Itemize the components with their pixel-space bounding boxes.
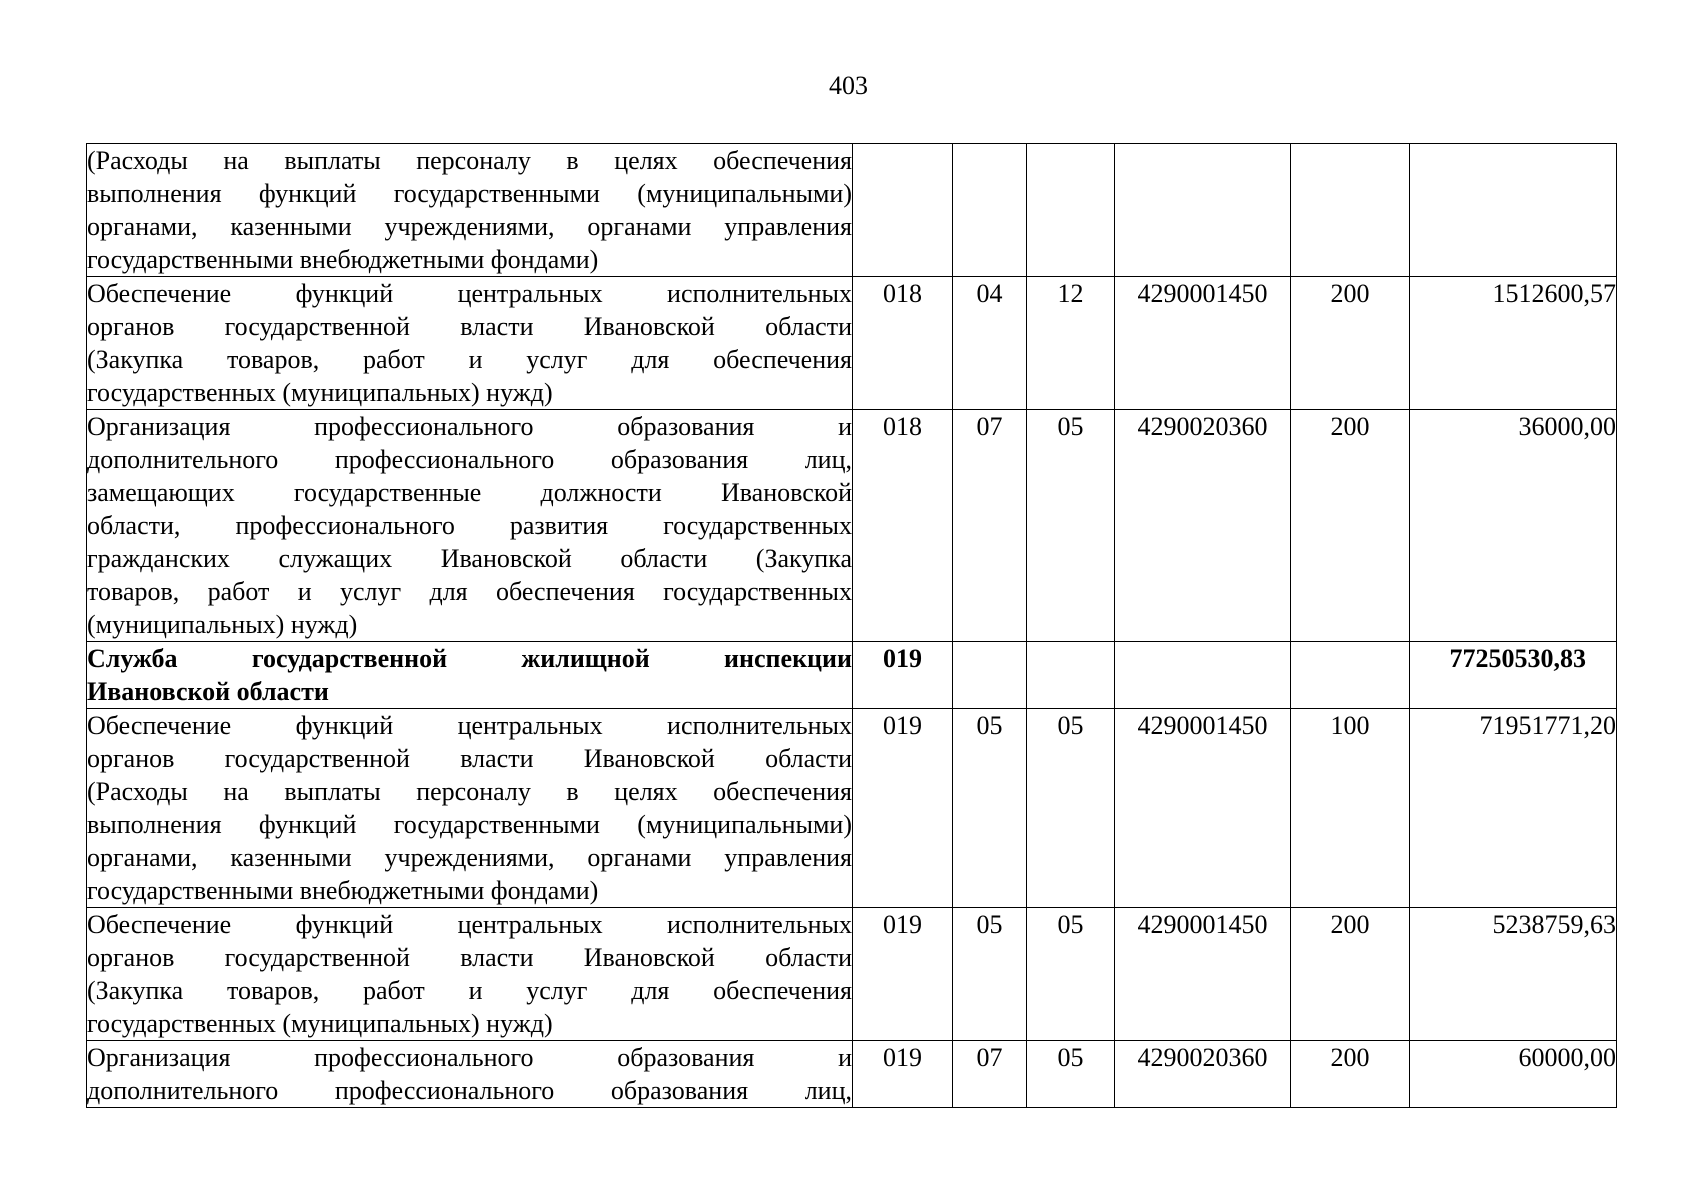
target-article-cell: 4290001450 — [1115, 277, 1291, 410]
description-line: органов государственной власти Ивановской области — [87, 312, 852, 341]
description-line: органов государственной власти Ивановской области — [87, 943, 852, 972]
department-code-cell: 019 — [853, 1041, 953, 1108]
section-code-cell: 05 — [953, 709, 1027, 908]
table-row — [87, 642, 1617, 709]
amount-cell: 36000,00 — [1410, 410, 1617, 642]
target-article-cell — [1115, 144, 1291, 277]
amount-cell: 1512600,57 — [1410, 277, 1617, 410]
description-line: государственными внебюджетными фондами) — [87, 245, 599, 274]
expense-type-cell — [1291, 144, 1410, 277]
description-line: дополнительного профессионального образования лиц, — [87, 445, 852, 474]
department-code-cell: 019 — [853, 642, 953, 709]
subsection-code-cell: 12 — [1027, 277, 1115, 410]
table-row — [87, 277, 1617, 410]
description-line: государственных (муниципальных) нужд) — [87, 1009, 553, 1038]
description-line: (Расходы на выплаты персоналу в целях обеспечения — [87, 146, 852, 175]
table-row — [87, 410, 1617, 642]
section-code-cell: 04 — [953, 277, 1027, 410]
description-line: товаров, работ и услуг для обеспечения государственных — [87, 577, 852, 606]
amount-cell: 77250530,83 — [1410, 642, 1617, 709]
subsection-code-cell: 05 — [1027, 1041, 1115, 1108]
description-cell — [87, 642, 853, 709]
department-code-cell: 019 — [853, 908, 953, 1041]
expense-type-cell: 100 — [1291, 709, 1410, 908]
description-line: выполнения функций государственными (муниципальными) — [87, 179, 852, 208]
description-line: государственных (муниципальных) нужд) — [87, 378, 553, 407]
description-line: (Закупка товаров, работ и услуг для обеспечения — [87, 976, 852, 1005]
description-line: органами, казенными учреждениями, органами управления — [87, 843, 852, 872]
description-line: органов государственной власти Ивановской области — [87, 744, 852, 773]
description-line: дополнительного профессионального образования лиц, — [87, 1076, 852, 1105]
description-line: области, профессионального развития государственных — [87, 511, 852, 540]
expense-type-cell: 200 — [1291, 277, 1410, 410]
budget-table — [86, 143, 1617, 1108]
subsection-code-cell — [1027, 642, 1115, 709]
description-line: Обеспечение функций центральных исполнительных — [87, 711, 852, 740]
table-row — [87, 1041, 1617, 1108]
description-cell — [87, 1041, 853, 1108]
description-line: выполнения функций государственными (муниципальными) — [87, 810, 852, 839]
description-line: (Закупка товаров, работ и услуг для обеспечения — [87, 345, 852, 374]
description-line: государственными внебюджетными фондами) — [87, 876, 599, 905]
target-article-cell: 4290001450 — [1115, 908, 1291, 1041]
table-row — [87, 908, 1617, 1041]
section-code-cell — [953, 144, 1027, 277]
description-cell — [87, 277, 853, 410]
description-line: Обеспечение функций центральных исполнительных — [87, 279, 852, 308]
expense-type-cell — [1291, 642, 1410, 709]
section-code-cell — [953, 642, 1027, 709]
description-line: Обеспечение функций центральных исполнительных — [87, 910, 852, 939]
department-code-cell: 018 — [853, 277, 953, 410]
description-line: (Расходы на выплаты персоналу в целях обеспечения — [87, 777, 852, 806]
table-row — [87, 144, 1617, 277]
department-code-cell: 019 — [853, 709, 953, 908]
expense-type-cell: 200 — [1291, 1041, 1410, 1108]
section-code-cell: 05 — [953, 908, 1027, 1041]
amount-cell — [1410, 144, 1617, 277]
expense-type-cell: 200 — [1291, 410, 1410, 642]
subsection-code-cell — [1027, 144, 1115, 277]
section-code-cell: 07 — [953, 1041, 1027, 1108]
description-line: Организация профессионального образования и — [87, 1043, 852, 1072]
table-body — [87, 144, 1617, 1108]
description-cell — [87, 410, 853, 642]
subsection-code-cell: 05 — [1027, 709, 1115, 908]
department-code-cell — [853, 144, 953, 277]
description-line: органами, казенными учреждениями, органами управления — [87, 212, 852, 241]
description-line: (муниципальных) нужд) — [87, 610, 358, 639]
subsection-code-cell: 05 — [1027, 410, 1115, 642]
target-article-cell: 4290020360 — [1115, 410, 1291, 642]
subsection-code-cell: 05 — [1027, 908, 1115, 1041]
department-code-cell: 018 — [853, 410, 953, 642]
page-number: 403 — [829, 71, 868, 100]
description-cell — [87, 709, 853, 908]
amount-cell: 5238759,63 — [1410, 908, 1617, 1041]
expense-type-cell: 200 — [1291, 908, 1410, 1041]
table-row — [87, 709, 1617, 908]
description-line: Ивановской области — [87, 677, 329, 706]
amount-cell: 60000,00 — [1410, 1041, 1617, 1108]
description-cell — [87, 144, 853, 277]
target-article-cell: 4290020360 — [1115, 1041, 1291, 1108]
section-code-cell: 07 — [953, 410, 1027, 642]
description-line: Организация профессионального образования и — [87, 412, 852, 441]
description-line: гражданских служащих Ивановской области (Закупка — [87, 544, 852, 573]
description-line: Служба государственной жилищной инспекции — [87, 644, 852, 673]
description-cell — [87, 908, 853, 1041]
target-article-cell: 4290001450 — [1115, 709, 1291, 908]
target-article-cell — [1115, 642, 1291, 709]
description-line: замещающих государственные должности Ивановской — [87, 478, 852, 507]
amount-cell: 71951771,20 — [1410, 709, 1617, 908]
